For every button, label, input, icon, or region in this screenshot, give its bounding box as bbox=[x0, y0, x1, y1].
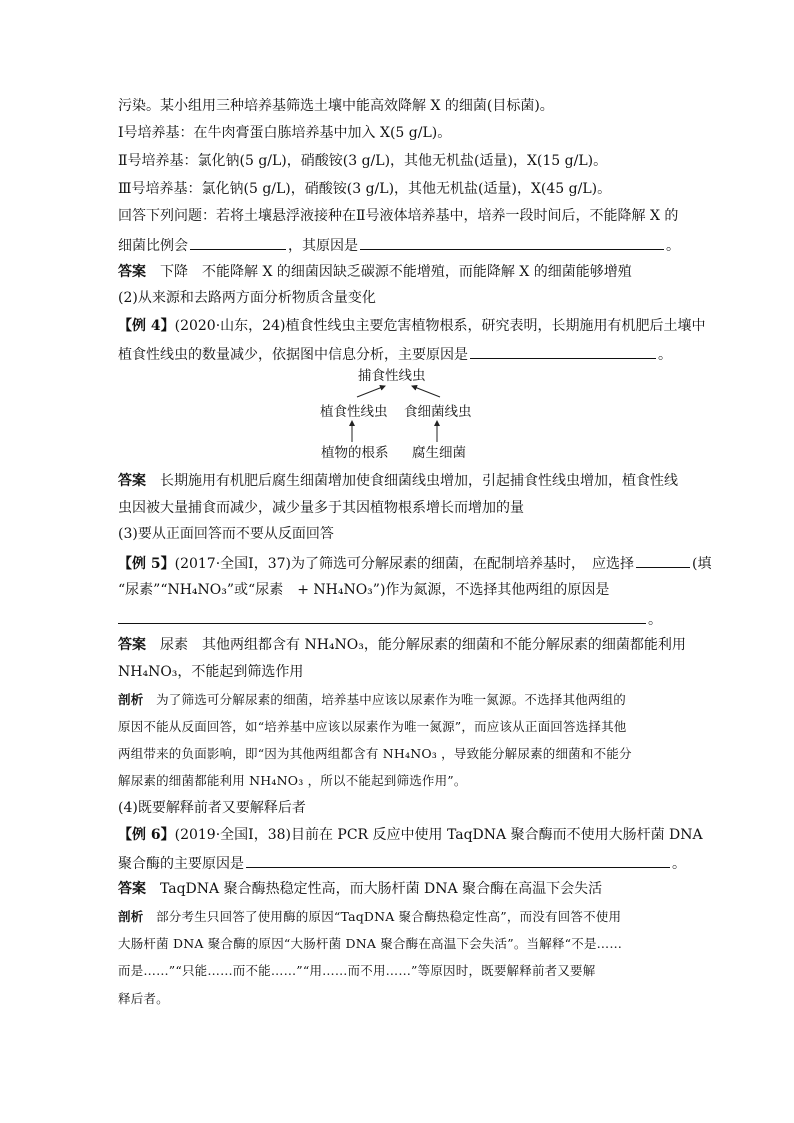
answer-5-line-1 bbox=[118, 636, 686, 654]
example-6-line-1 bbox=[118, 826, 703, 844]
heading-3: (3)要从正面回答而不要从反面回答 bbox=[118, 526, 334, 542]
paragraph-intro: 污染。某小组用三种培养基筛选土壤中能高效降解 X 的细菌(目标菌)。 bbox=[118, 98, 554, 114]
analysis-6-line-1 bbox=[118, 908, 621, 926]
analysis-5-line-3: 两组带来的负面影响，即“因为其他两组都含有 NH₄NO₃ ，导致能分解尿素的细菌和不能分 bbox=[118, 746, 632, 761]
answer-6-text: TaqDNA 聚合酶热稳定性高，而大肠杆菌 DNA 聚合酶在高温下会失活 bbox=[160, 881, 603, 897]
heading-4: (4)既要解释前者又要解释后者 bbox=[118, 800, 306, 816]
example-5-line-3 bbox=[118, 609, 662, 629]
example-4-tag: 【例 4】 bbox=[118, 318, 175, 334]
medium-2-label: Ⅱ号培养基： bbox=[118, 153, 198, 169]
arrow-herbivore-to-predator bbox=[357, 386, 385, 397]
medium-2-text: 氯化钠(5 g/L)，硝酸铵(3 g/L)，其他无机盐(适量)，X(15 g/L)。 bbox=[197, 153, 608, 169]
question-1-prefix: 细菌比例会 bbox=[118, 238, 188, 254]
analysis-5-line-4: 解尿素的细菌都能利用 NH₄NO₃ ，所以不能起到筛选作用”。 bbox=[118, 773, 467, 788]
example-5-line-1 bbox=[118, 553, 711, 573]
example-6-line-2 bbox=[118, 853, 686, 873]
question-1-line-1: 回答下列问题：若将土壤悬浮液接种在Ⅱ号液体培养基中，培养一段时间后，不能降解 X 的 bbox=[118, 208, 679, 224]
example-5-text-1b: (填 bbox=[691, 556, 712, 572]
answer-4-label: 答案 bbox=[118, 473, 146, 489]
example-5-line-2: “尿素”“NH₄NO₃”或“尿素 + NH₄NO₃”)作为氮源，不选择其他两组的原因是 bbox=[118, 582, 610, 598]
answer-5-line-2: NH₄NO₃，不能起到筛选作用 bbox=[118, 664, 304, 680]
answer-blank-5[interactable] bbox=[118, 609, 646, 624]
answer-1-label: 答案 bbox=[118, 264, 146, 280]
example-4-text-2: 植食性线虫的数量减少，依据图中信息分析，主要原因是 bbox=[118, 347, 468, 363]
node-plant-roots: 植物的根系 bbox=[321, 445, 389, 461]
example-5-end: 。 bbox=[648, 612, 662, 628]
example-6-tag: 【例 6】 bbox=[118, 827, 175, 843]
arrow-bacterivore-to-predator bbox=[412, 386, 440, 397]
node-predatory-nematode: 捕食性线虫 bbox=[358, 368, 426, 384]
example-4-text-1: (2020·山东，24)植食性线虫主要危害植物根系，研究表明，长期施用有机肥后土壤中 bbox=[174, 318, 706, 334]
answer-4-line-2: 虫因被大量捕食而减少，减少量多于其因植物根系增长而增加的量 bbox=[118, 500, 524, 516]
example-6-text-1: (2019·全国Ⅰ，38)目前在 PCR 反应中使用 TaqDNA 聚合酶而不使用大肠杆菌 DNA bbox=[174, 827, 703, 843]
medium-3-label: Ⅲ号培养基： bbox=[118, 181, 202, 197]
example-6-text-2: 聚合酶的主要原因是 bbox=[118, 856, 244, 872]
analysis-5-line-2: 原因不能从反面回答，如“培养基中应该以尿素作为唯一氮源”，而应该从正面回答选择其他 bbox=[118, 719, 627, 734]
node-bacterivorous-nematode: 食细菌线虫 bbox=[404, 404, 472, 420]
answer-5-label: 答案 bbox=[118, 637, 146, 653]
answer-4-line-1 bbox=[118, 472, 678, 490]
analysis-6-line-4: 释后者。 bbox=[118, 991, 169, 1006]
analysis-6-line-3: 而是……”“只能……而不能……”“用……而不用……”等原因时，既要解释前者又要解 bbox=[118, 963, 596, 978]
example-5-tag: 【例 5】 bbox=[118, 556, 175, 572]
analysis-6-text-1: 部分考生只回答了使用酶的原因“TaqDNA 聚合酶热稳定性高”，而没有回答不使用 bbox=[156, 909, 622, 924]
medium-3-text: 氯化钠(5 g/L)，硝酸铵(3 g/L)，其他无机盐(适量)，X(45 g/L)。 bbox=[201, 181, 612, 197]
example-5-text-1: (2017·全国Ⅰ，37)为了筛选可分解尿素的细菌，在配制培养基时， 应选择 bbox=[174, 556, 634, 572]
example-4-end: 。 bbox=[658, 347, 672, 363]
answer-4-text-1: 长期施用有机肥后腐生细菌增加使食细菌线虫增加，引起捕食性线虫增加，植食性线 bbox=[160, 473, 678, 489]
analysis-5-text-1: 为了筛选可分解尿素的细菌，培养基中应该以尿素作为唯一氮源。不选择其他两组的 bbox=[156, 692, 627, 707]
analysis-5-line-1 bbox=[118, 691, 626, 709]
question-1-end: 。 bbox=[666, 238, 680, 254]
answer-blank-4[interactable] bbox=[636, 553, 690, 568]
question-1-middle: ，其原因是 bbox=[288, 238, 358, 254]
node-saprophytic-bacteria: 腐生细菌 bbox=[412, 445, 466, 461]
answer-1-text: 下降 不能降解 X 的细菌因缺乏碳源不能增殖，而能降解 X 的细菌能够增殖 bbox=[160, 264, 632, 280]
answer-blank-6[interactable] bbox=[246, 853, 670, 868]
answer-6 bbox=[118, 880, 602, 898]
analysis-6-line-2: 大肠杆菌 DNA 聚合酶的原因“大肠杆菌 DNA 聚合酶在高温下会失活”。当解释“不是…… bbox=[118, 936, 623, 951]
example-6-end: 。 bbox=[672, 856, 686, 872]
node-herbivorous-nematode: 植食性线虫 bbox=[320, 404, 388, 420]
answer-6-label: 答案 bbox=[118, 881, 146, 897]
analysis-5-label: 剖析 bbox=[118, 692, 144, 707]
medium-1-label: Ⅰ号培养基： bbox=[118, 125, 194, 141]
answer-5-text-1: 尿素 其他两组都含有 NH₄NO₃，能分解尿素的细菌和不能分解尿素的细菌都能利用 bbox=[160, 637, 686, 653]
heading-2: (2)从来源和去路两方面分析物质含量变化 bbox=[118, 290, 376, 306]
analysis-6-label: 剖析 bbox=[118, 909, 144, 924]
medium-1-text: 在牛肉膏蛋白胨培养基中加入 X(5 g/L)。 bbox=[193, 125, 452, 141]
